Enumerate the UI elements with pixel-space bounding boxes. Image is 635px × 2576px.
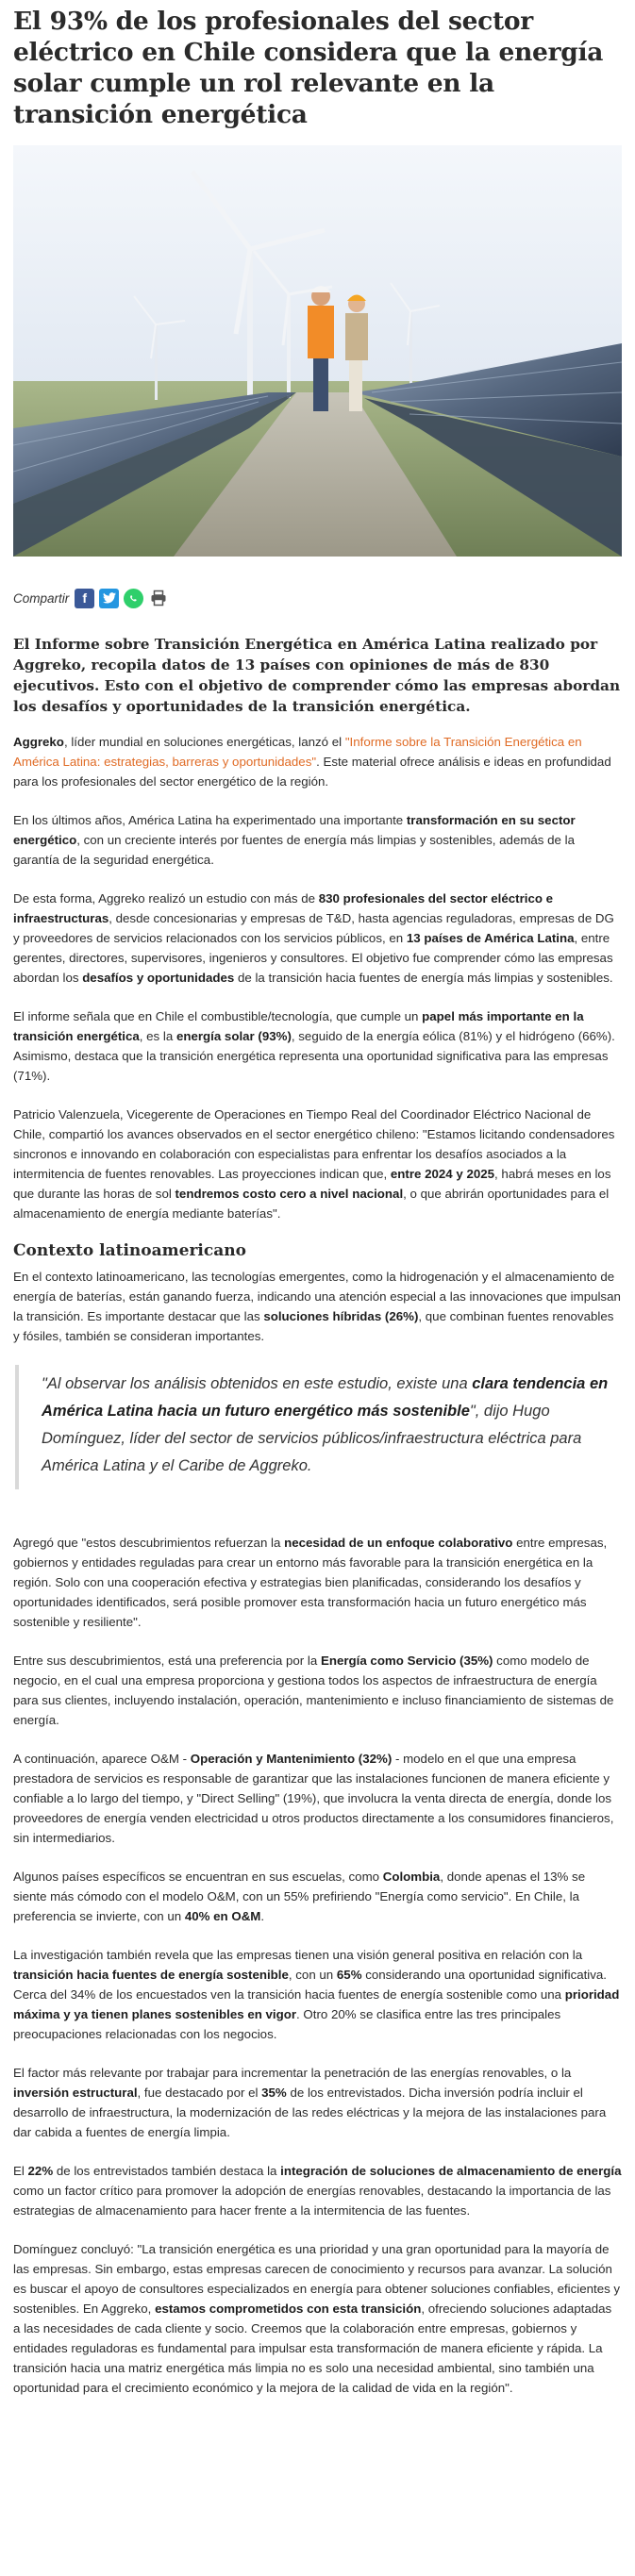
paragraph: [13, 2239, 622, 2398]
print-icon[interactable]: [148, 589, 168, 608]
paragraph: [13, 1105, 622, 1223]
paragraph: [13, 1006, 622, 1086]
paragraph: [13, 1867, 622, 1926]
bold-text: tendremos costo cero a nivel nacional: [175, 1187, 404, 1201]
bold-text: transición hacia fuentes de energía sostenible: [13, 1968, 289, 1982]
share-label: Compartir: [13, 590, 70, 606]
text-run: , habrá meses en los que durante las horas de sol: [13, 1167, 611, 1201]
paragraph: [13, 2161, 622, 2220]
bold-text: inversión estructural: [13, 2086, 138, 2100]
pull-quote: [15, 1365, 622, 1489]
text-run: - modelo en el que una empresa prestadora de servicios es responsable de garantizar que las instalaciones funcionen de manera eficiente y confiable a lo largo del tiempo, y "Direct Selling" (19%), que involucra la venta directa de energía, donde los proveedores de energía venden electricidad u otros productos directamente a los consumidores financieros, sin intermediarios.: [13, 1752, 614, 1845]
paragraph: [13, 1651, 622, 1730]
text-run: como un factor crítico para promover la adopción de energías renovables, destacando la importancia de las estrategias de almacenamiento para hacer frente a la intermitencia de las fuentes.: [13, 2184, 611, 2218]
text-run: , que combinan fuentes renovables y fósiles, también se consideran importantes.: [13, 1309, 614, 1343]
share-bar: [13, 585, 622, 611]
text-run: El informe señala que en Chile el combustible/tecnología, que cumple un: [13, 1009, 423, 1023]
bold-text: soluciones híbridas (26%): [263, 1309, 419, 1323]
bold-text: energía solar (93%): [175, 1029, 292, 1043]
text-run: , o que abrirán oportunidades para el almacenamiento de energía mediante baterías".: [13, 1187, 610, 1221]
text-run: , donde apenas el 13% se siente más cómodo con el modelo O&M, con un 55% prefiriendo "Energía como servicio". En Chile, la preferencia se invierte, con un: [13, 1870, 586, 1923]
text-run: , con un: [288, 1968, 337, 1982]
text-run: , fue destacado por el: [137, 2086, 262, 2100]
text-run: , líder mundial en soluciones energéticas, lanzó el: [63, 735, 345, 749]
text-run: , es la: [139, 1029, 176, 1043]
article-lead: El Informe sobre Transición Energética en América Latina realizado por Aggreko, recopila datos de 13 países con opiniones de más de 830 ejecutivos. Esto con el objetivo de comprender cómo las empresas abordan los desafíos y oportunidades de la transición energética.: [13, 636, 621, 715]
bold-text: desafíos y oportunidades: [82, 971, 235, 985]
text-run: . Este material ofrece análisis e ideas en profundidad para los profesionales del sector energético de la región.: [13, 755, 611, 789]
paragraph: [13, 1533, 622, 1632]
paragraph: [13, 732, 622, 791]
text-run: El factor más relevante por trabajar para incrementar la penetración de las energías renovables, o la: [13, 2066, 572, 2080]
section-paragraph: [13, 1267, 622, 1346]
bold-text: Aggreko: [13, 735, 64, 749]
paragraph: [13, 810, 622, 870]
text-run: como modelo de negocio, en el cual una empresa proporciona y gestiona todos los aspectos de infraestructura de energía para sus clientes, incluyendo instalación, operación, mantenimiento e incluso financiamiento de sistemas de energía.: [13, 1654, 614, 1727]
text-run: La investigación también revela que las empresas tienen una visión general positiva en relación con la: [13, 1948, 583, 1962]
text-run: "Al observar los análisis obtenidos en este estudio, existe una: [42, 1375, 473, 1392]
paragraph: [13, 1945, 622, 2044]
text-run: Patricio Valenzuela, Vicegerente de Operaciones en Tiempo Real del Coordinador Eléctrico Nacional de Chile, compartió los avances observados en el sector energético chileno: "Estamos licitando condensadores sincronos e innovando en colaboración con especialistas para enfrentar los desafíos asociados a la intermitencia de fuentes renovables. Las proyecciones indican que,: [13, 1107, 615, 1181]
text-run: , seguido de la energía eólica (81%) y el hidrógeno (66%). Asimismo, destaca que la transición energética representa una oportunidad significativa para las empresas (71%).: [13, 1029, 615, 1083]
bold-text: clara tendencia en América Latina hacia un futuro energético más sostenible: [42, 1375, 609, 1420]
article-body: [13, 732, 622, 1223]
text-run: entre empresas, gobiernos y entidades reguladas para crear un entorno más favorable para la transición energética en la región. Solo con una cooperación efectiva y estrategias bien planificadas, considerando los desafíos y oportunidades identificados, será posible promover esta transformación hacia un futuro energético más sostenible y resiliente".: [13, 1536, 608, 1629]
text-run: de los entrevistados también destaca la: [53, 2164, 281, 2178]
paragraph: [13, 1749, 622, 1848]
article-title: El 93% de los profesionales del sector eléctrico en Chile considera que la energía solar cumple un rol relevante en la transición energética: [13, 7, 604, 129]
bold-text: necesidad de un enfoque colaborativo: [284, 1536, 513, 1550]
bold-text: 35%: [261, 2086, 287, 2100]
bold-text: Energía como Servicio (35%): [320, 1654, 493, 1668]
text-run: considerando una oportunidad significativa. Cerca del 34% de los encuestados ven la transición hacia fuentes de energía sostenible como una: [13, 1968, 607, 2002]
text-run: , con un creciente interés por fuentes de energía más limpias y sostenibles, además de la garantía de la seguridad energética.: [13, 833, 575, 867]
article-body-continued: [13, 1533, 622, 2398]
text-run: En los últimos años, América Latina ha experimentado una importante: [13, 813, 407, 827]
twitter-icon[interactable]: [99, 589, 119, 608]
bold-text: transformación en su sector energético: [13, 813, 576, 847]
bold-text: Operación y Mantenimiento (32%): [190, 1752, 393, 1766]
bold-text: 40% en O&M: [184, 1909, 261, 1923]
text-run: En el contexto latinoamericano, las tecnologías emergentes, como la hidrogenación y el almacenamiento de energía de baterías, están ganando fuerza, indicando una atención especial a las innovaciones que impulsan la transición. Es importante destacar que las: [13, 1270, 621, 1323]
paragraph: [13, 889, 622, 988]
text-run: , entre gerentes, directores, supervisores, ingenieros y consultores. El objetivo fue comprender cómo las empresas abordan los: [13, 931, 613, 985]
bold-text: entre 2024 y 2025: [390, 1167, 495, 1181]
bold-text: 830 profesionales del sector eléctrico e infraestructuras: [13, 891, 554, 925]
bold-text: prioridad máxima y ya tienen planes sostenibles en vigor: [13, 1987, 620, 2021]
text-run: El: [13, 2164, 28, 2178]
bold-text: Colombia: [382, 1870, 441, 1884]
text-run: Algunos países específicos se encuentran en sus escuelas, como: [13, 1870, 383, 1884]
report-link[interactable]: "Informe sobre la Transición Energética en América Latina: estrategias, barreras y oportunidades": [13, 735, 582, 769]
bold-text: papel más importante en la transición energética: [13, 1009, 584, 1043]
bold-text: 65%: [336, 1968, 362, 1982]
text-run: ", dijo Hugo Domínguez, líder del sector de servicios públicos/infraestructura eléctrica para América Latina y el Caribe de Aggreko.: [42, 1403, 582, 1474]
text-run: de la transición hacia fuentes de energía más limpias y sostenibles.: [234, 971, 613, 985]
text-run: Agregó que "estos descubrimientos refuerzan la: [13, 1536, 285, 1550]
bold-text: 22%: [27, 2164, 54, 2178]
whatsapp-icon[interactable]: [124, 589, 143, 608]
text-run: Domínguez concluyó: "La transición energética es una prioridad y una gran oportunidad para la mayoría de las empresas. Sin embargo, estas empresas carecen de conocimiento y recursos para avanzar. La solución es buscar el apoyo de consultores especializados en energía para obtener soluciones confiables, eficientes y sostenibles. En Aggreko,: [13, 2242, 621, 2316]
text-run: , desde concesionarias y empresas de T&D, hasta agencias reguladoras, empresas de DG y proveedores de servicios relacionados con los servicios públicos, en: [13, 911, 614, 945]
text-run: . Otro 20% se clasifica entre las tres principales preocupaciones relacionadas con los negocios.: [13, 2007, 561, 2041]
text-run: , ofreciendo soluciones adaptadas a las necesidades de cada cliente y socio. Creemos que la colaboración entre empresas, gobiernos y entidades reguladoras es fundamental para impulsar esta transformación de manera eficiente y rápida. La transición hacia una matriz energética más limpia no es solo una necesidad ambiental, sino también una oportunidad para el crecimiento económico y la mejora de la calidad de vida en la región".: [13, 2302, 612, 2395]
bold-text: 13 países de América Latina: [406, 931, 575, 945]
text-run: De esta forma, Aggreko realizó un estudio con más de: [13, 891, 319, 906]
text-run: Entre sus descubrimientos, está una preferencia por la: [13, 1654, 321, 1668]
hero-image: [13, 145, 622, 557]
bold-text: integración de soluciones de almacenamiento de energía: [280, 2164, 622, 2178]
text-run: A continuación, aparece O&M -: [13, 1752, 191, 1766]
text-run: de los entrevistados. Dicha inversión podría incluir el desarrollo de infraestructura, la modernización de las redes eléctricas y la mejora de las instalaciones para dar cabida a fuentes de energía limpia.: [13, 2086, 607, 2139]
facebook-icon[interactable]: f: [75, 589, 94, 608]
section-heading: Contexto latinoamericano: [13, 1241, 246, 1260]
bold-text: estamos comprometidos con esta transición: [155, 2302, 422, 2316]
text-run: .: [260, 1909, 265, 1923]
paragraph: [13, 2063, 622, 2142]
